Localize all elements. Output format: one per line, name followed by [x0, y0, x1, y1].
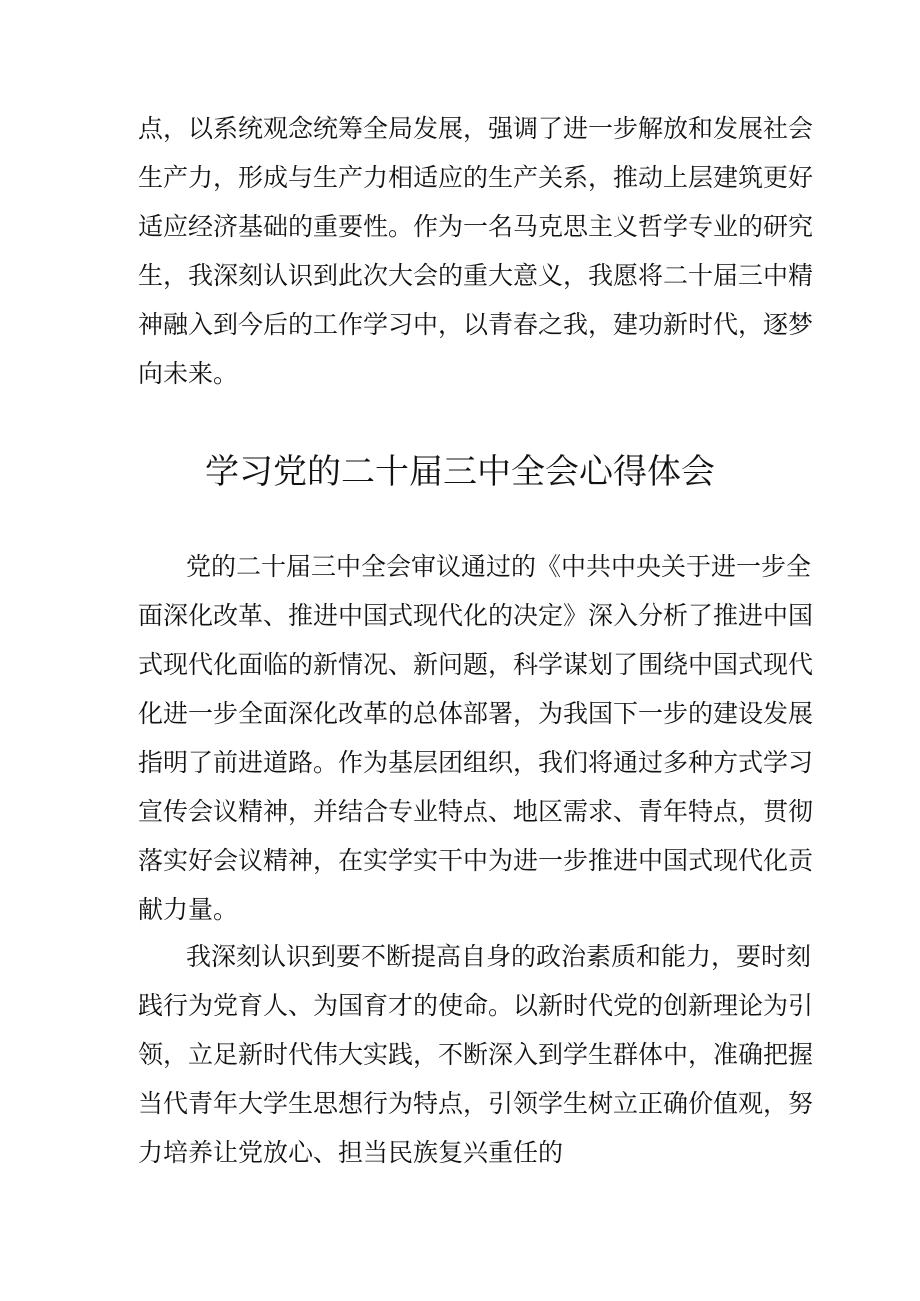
intro-line-6: 向未来。	[138, 359, 239, 388]
paragraph1-line-5: 指明了前进道路。作为基层团组织，我们将通过多种方式学习	[138, 748, 814, 777]
paragraph2-line-5: 力培养让党放心、担当民族复兴重任的	[138, 1138, 564, 1167]
intro-line-5: 神融入到今后的工作学习中，以青春之我，建功新时代，逐梦	[138, 310, 814, 339]
article-title: 学习党的二十届三中全会心得体会	[205, 452, 715, 492]
paragraph2-line-2: 践行为党育人、为国育才的使命。以新时代党的创新理论为引	[138, 991, 814, 1020]
paragraph1-line-2: 面深化改革、推进中国式现代化的决定》深入分析了推进中国	[138, 601, 814, 630]
intro-line-4: 生，我深刻认识到此次大会的重大意义，我愿将二十届三中精	[138, 261, 814, 290]
paragraph1-line-4: 化进一步全面深化改革的总体部署，为我国下一步的建设发展	[138, 699, 814, 728]
intro-line-1: 点，以系统观念统筹全局发展，强调了进一步解放和发展社会	[138, 114, 814, 143]
intro-line-2: 生产力，形成与生产力相适应的生产关系，推动上层建筑更好	[138, 163, 814, 192]
paragraph2-line-1: 我深刻认识到要不断提高自身的政治素质和能力，要时刻	[186, 942, 812, 971]
paragraph1-line-3: 式现代化面临的新情况、新问题，科学谋划了围绕中国式现代	[138, 650, 814, 679]
paragraph1-line-7: 落实好会议精神，在实学实干中为进一步推进中国式现代化贡	[138, 846, 814, 875]
paragraph1-line-6: 宣传会议精神，并结合专业特点、地区需求、青年特点，贯彻	[138, 797, 814, 826]
paragraph1-line-1: 党的二十届三中全会审议通过的《中共中央关于进一步全	[186, 552, 812, 581]
intro-line-3: 适应经济基础的重要性。作为一名马克思主义哲学专业的研究	[138, 212, 814, 241]
paragraph1-line-8: 献力量。	[138, 895, 239, 924]
paragraph2-line-4: 当代青年大学生思想行为特点，引领学生树立正确价值观，努	[138, 1089, 814, 1118]
paragraph2-line-3: 领，立足新时代伟大实践，不断深入到学生群体中，准确把握	[138, 1040, 814, 1069]
